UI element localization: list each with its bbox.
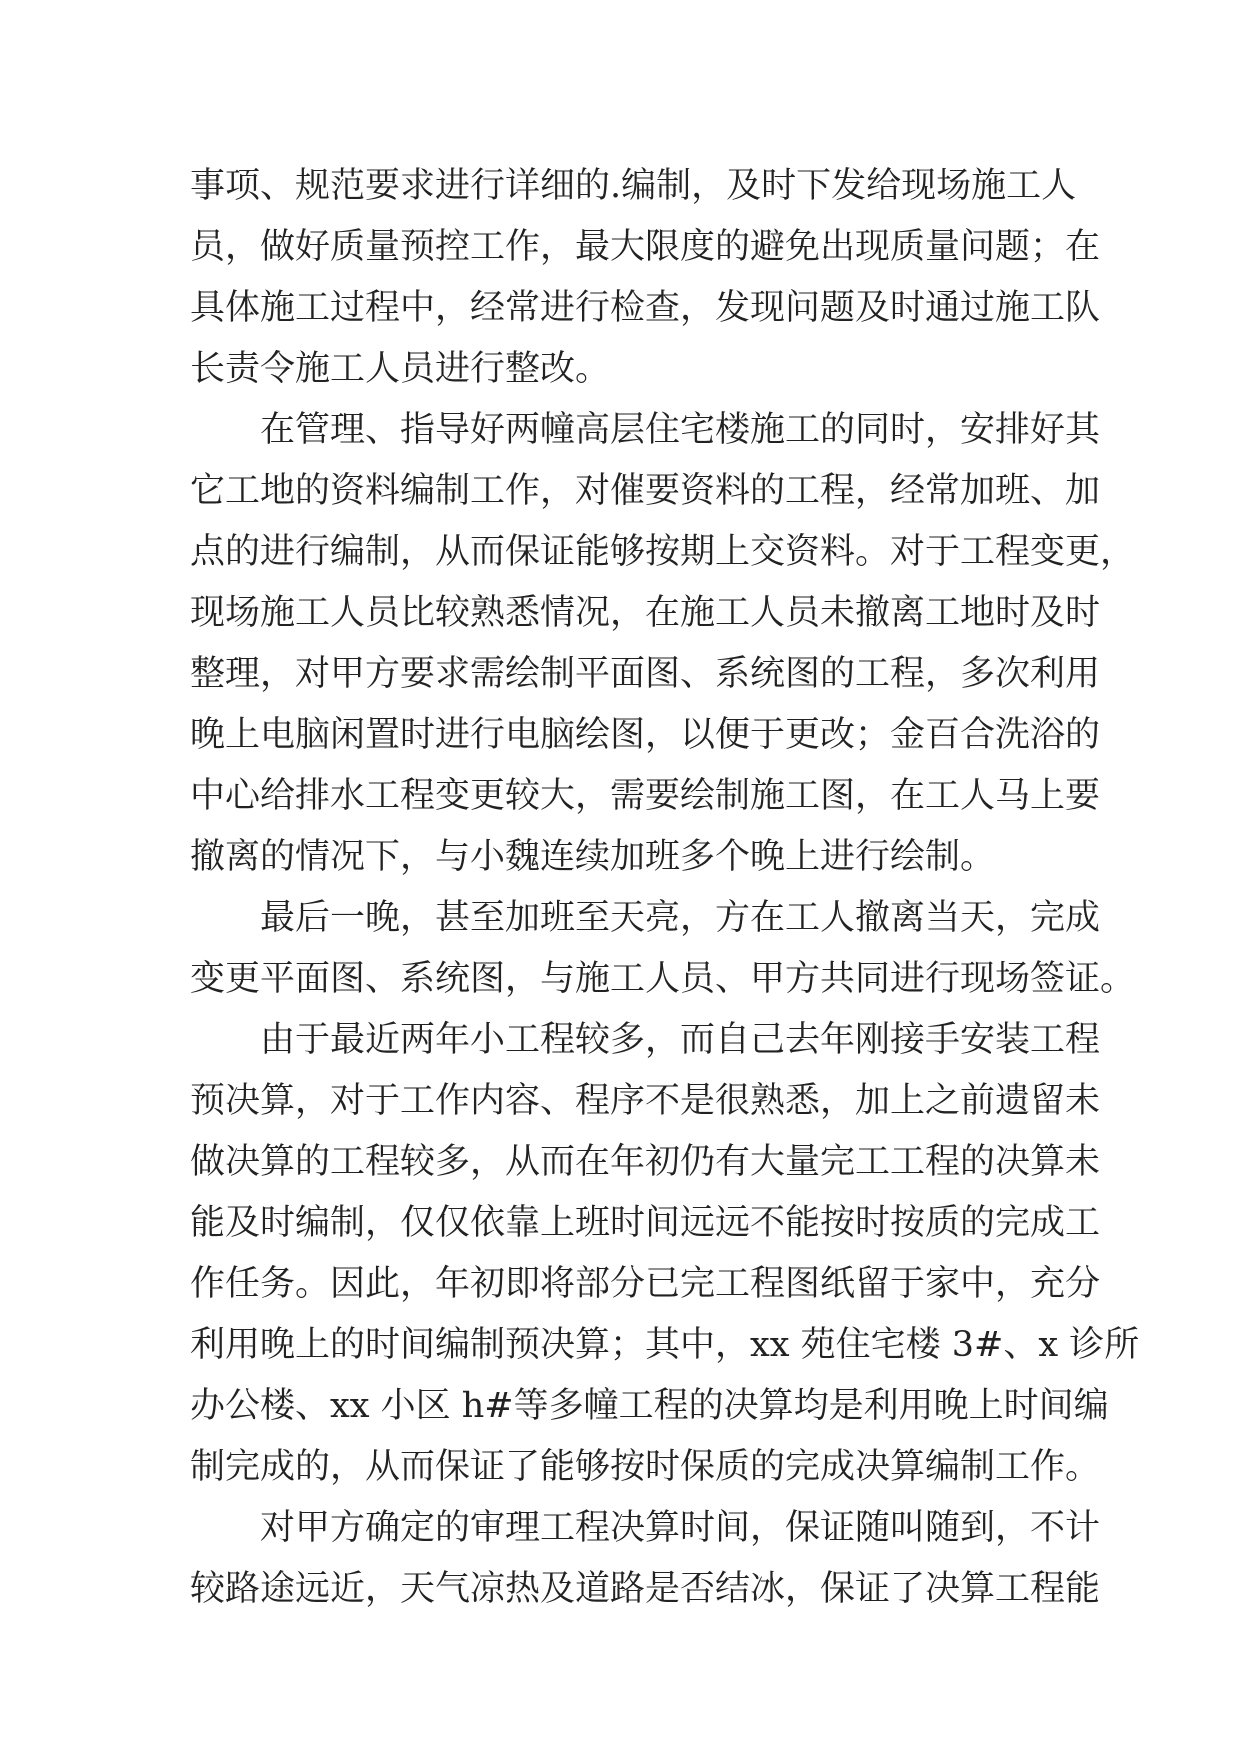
text-line: 预决算，对于工作内容、程序不是很熟悉，加上之前遗留未	[190, 1081, 1101, 1121]
text-line: 办公楼、xx 小区 h#等多幢工程的决算均是利用晚上时间编	[190, 1386, 1109, 1426]
text-line: 较路途远近，天气凉热及道路是否结冰，保证了决算工程能	[190, 1569, 1101, 1609]
text-line: 制完成的，从而保证了能够按时保质的完成决算编制工作。	[190, 1447, 1101, 1487]
text-line: 员，做好质量预控工作，最大限度的避免出现质量问题；在	[190, 227, 1101, 267]
paragraph-3	[190, 888, 1136, 1010]
text-line: 能及时编制，仅仅依靠上班时间远远不能按时按质的完成工	[190, 1203, 1101, 1243]
text-line: 撤离的情况下，与小魏连续加班多个晚上进行绘制。	[190, 837, 996, 877]
text-line: 做决算的工程较多，从而在年初仍有大量完工工程的决算未	[190, 1142, 1101, 1182]
text-line: 利用晚上的时间编制预决算；其中，xx 苑住宅楼 3#、x 诊所	[190, 1325, 1140, 1365]
text-line: 具体施工过程中，经常进行检查，发现问题及时通过施工队	[190, 288, 1101, 328]
text-line: 长责令施工人员进行整改。	[190, 349, 611, 389]
text-line: 整理，对甲方要求需绘制平面图、系统图的工程，多次利用	[190, 654, 1101, 694]
document-body	[190, 156, 1140, 1620]
text-line: 作任务。因此，年初即将部分已完工程图纸留于家中，充分	[190, 1264, 1101, 1304]
text-line: 点的进行编制，从而保证能够按期上交资料。对于工程变更，	[190, 532, 1136, 572]
paragraph-2	[190, 400, 1136, 888]
text-line: 中心给排水工程变更较大，需要绘制施工图，在工人马上要	[190, 776, 1101, 816]
paragraph-4	[190, 1010, 1140, 1498]
text-line: 在管理、指导好两幢高层住宅楼施工的同时，安排好其	[260, 410, 1101, 450]
text-line: 由于最近两年小工程较多，而自己去年刚接手安装工程	[260, 1020, 1101, 1060]
text-line: 变更平面图、系统图，与施工人员、甲方共同进行现场签证。	[190, 959, 1136, 999]
paragraph-5	[190, 1498, 1101, 1620]
text-line: 对甲方确定的审理工程决算时间，保证随叫随到，不计	[260, 1508, 1101, 1548]
text-line: 最后一晚，甚至加班至天亮，方在工人撤离当天，完成	[260, 898, 1101, 938]
text-line: 事项、规范要求进行详细的.编制，及时下发给现场施工人	[190, 166, 1077, 206]
text-line: 它工地的资料编制工作，对催要资料的工程，经常加班、加	[190, 471, 1101, 511]
text-line: 现场施工人员比较熟悉情况，在施工人员未撤离工地时及时	[190, 593, 1101, 633]
paragraph-1	[190, 156, 1101, 400]
text-line: 晚上电脑闲置时进行电脑绘图，以便于更改；金百合洗浴的	[190, 715, 1101, 755]
